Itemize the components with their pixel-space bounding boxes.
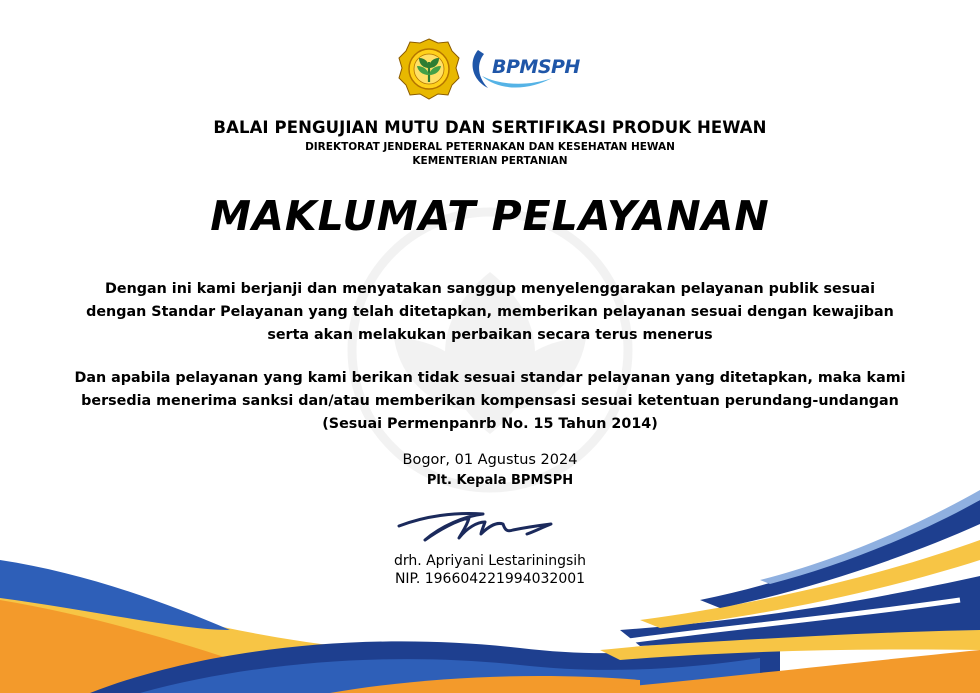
decorative-wave-footer: [0, 480, 980, 693]
header-logos: [0, 38, 980, 102]
paragraph-line: Dan apabila pelayanan yang kami berikan tidak sesuai standar pelayanan yang ditetapkan, maka kami: [74, 370, 906, 386]
sanction-paragraph: [0, 367, 980, 436]
brand-logo-text: BPMSPH: [492, 56, 580, 78]
paragraph-line: dengan Standar Pelayanan yang telah ditetapkan, memberikan pelayanan sesuai dengan kewajiban: [86, 304, 894, 320]
commitment-paragraph: [0, 278, 980, 347]
signer-nip: NIP. 196604221994032001: [394, 571, 586, 587]
paragraph-line: (Sesuai Permenpanrb No. 15 Tahun 2014): [322, 416, 658, 432]
paragraph-line: serta akan melakukan perbaikan secara terus menerus: [267, 327, 713, 343]
paragraph-line: bersedia menerima sanksi dan/atau memberikan kompensasi sesuai ketentuan perundang-undangan: [81, 393, 899, 409]
ministry-of-agriculture-emblem-icon: [398, 38, 460, 100]
ministry-name: KEMENTERIAN PERTANIAN: [412, 155, 568, 167]
bpmsph-logo-icon: [470, 46, 585, 94]
directorate-name: DIREKTORAT JENDERAL PETERNAKAN DAN KESEHATAN HEWAN: [305, 141, 675, 153]
page-title: MAKLUMAT PELAYANAN: [210, 192, 770, 240]
organization-name: BALAI PENGUJIAN MUTU DAN SERTIFIKASI PRODUK HEWAN: [213, 118, 767, 137]
place-date: Bogor, 01 Agustus 2024: [402, 452, 578, 468]
paragraph-line: Dengan ini kami berjanji dan menyatakan sanggup menyelenggarakan pelayanan publik sesuai: [105, 281, 875, 297]
signer-name: drh. Apriyani Lestariningsih: [393, 553, 587, 569]
signer-role: Plt. Kepala BPMSPH: [426, 473, 574, 488]
